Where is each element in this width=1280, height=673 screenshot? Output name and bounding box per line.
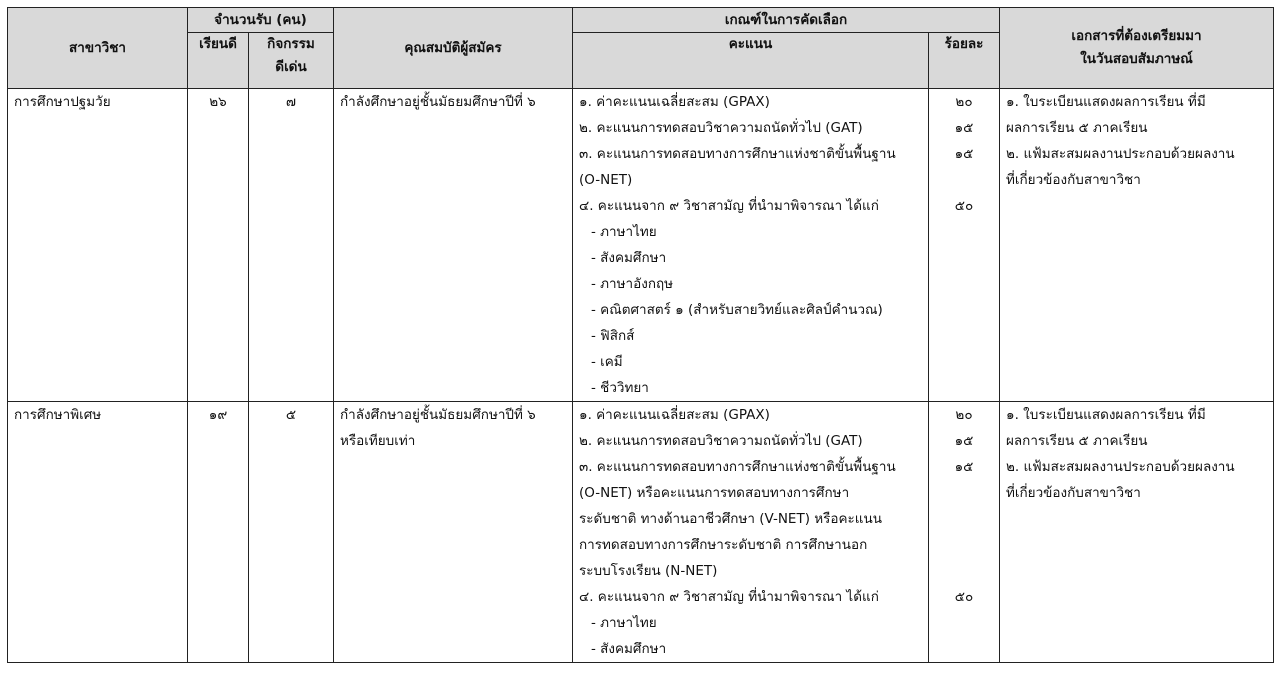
- major-name: การศึกษาพิเศษ: [14, 407, 102, 423]
- quota-good-cell: [188, 89, 249, 402]
- percent-value: [929, 297, 999, 323]
- header-major: สาขาวิชา: [8, 8, 188, 89]
- criteria-line: ๑. ค่าคะแนนเฉลี่ยสะสม (GPAX): [579, 407, 770, 423]
- document-line: ๑. ใบระเบียนแสดงผลการเรียน ที่มี: [1006, 407, 1206, 423]
- document-line: ที่เกี่ยวข้องกับสาขาวิชา: [1006, 172, 1141, 188]
- document-line: ที่เกี่ยวข้องกับสาขาวิชา: [1006, 485, 1141, 501]
- document-line: ๒. แฟ้มสะสมผลงานประกอบด้วยผลงาน: [1006, 146, 1235, 162]
- qualification-line: กำลังศึกษาอยู่ชั้นมัธยมศึกษาปีที่ ๖: [340, 94, 536, 110]
- percent-value: ๑๕: [954, 146, 974, 162]
- header-score: คะแนน: [573, 33, 929, 89]
- major-name: การศึกษาปฐมวัย: [14, 94, 111, 110]
- criteria-line: ๓. คะแนนการทดสอบทางการศึกษาแห่งชาติขั้นพื้นฐาน: [579, 459, 896, 475]
- documents-cell: [1000, 402, 1274, 663]
- criteria-line: ระบบโรงเรียน (N-NET): [579, 563, 718, 579]
- criteria-line: (O-NET) หรือคะแนนการทดสอบทางการศึกษา: [579, 485, 850, 501]
- percent-value: ๑๕: [954, 433, 974, 449]
- quota-good-value: ๑๙: [208, 407, 228, 423]
- criteria-subject: - สังคมศึกษา: [591, 250, 667, 266]
- admission-criteria-table: [7, 7, 1274, 663]
- criteria-line: การทดสอบทางการศึกษาระดับชาติ การศึกษานอก: [579, 537, 868, 553]
- document-line: ผลการเรียน ๕ ภาคเรียน: [1006, 433, 1148, 449]
- criteria-subject: - สังคมศึกษา: [591, 641, 667, 657]
- header-quota: จำนวนรับ (คน): [188, 8, 334, 33]
- criteria-subject: - คณิตศาสตร์ ๑ (สำหรับสายวิทย์และศิลป์คำนวณ): [591, 302, 883, 318]
- quota-activity-value: ๗: [285, 94, 297, 110]
- percent-value: [929, 271, 999, 297]
- header-documents-line-1: เอกสารที่ต้องเตรียมมา: [1071, 28, 1202, 44]
- qualification-line: หรือเทียบเท่า: [340, 433, 416, 449]
- criteria-line: ๑. ค่าคะแนนเฉลี่ยสะสม (GPAX): [579, 94, 770, 110]
- admission-criteria-document: [7, 7, 1273, 663]
- percent-value: [929, 610, 999, 636]
- criteria-line: ๔. คะแนนจาก ๙ วิชาสามัญ ที่นำมาพิจารณา ได้แก่: [579, 198, 879, 214]
- quota-activity-cell: [249, 402, 334, 663]
- header-documents: [1000, 8, 1274, 89]
- criteria-cell: [573, 89, 929, 402]
- table-row: [8, 89, 1274, 402]
- criteria-cell: [573, 402, 929, 663]
- document-line: ๑. ใบระเบียนแสดงผลการเรียน ที่มี: [1006, 94, 1206, 110]
- criteria-subject: - เคมี: [591, 354, 623, 370]
- criteria-subject: - ชีววิทยา: [591, 380, 649, 396]
- percent-value: [929, 219, 999, 245]
- header-criteria: เกณฑ์ในการคัดเลือก: [573, 8, 1000, 33]
- percent-value: [929, 167, 999, 193]
- percent-value: ๕๐: [954, 198, 974, 214]
- percent-cell: [929, 89, 1000, 402]
- quota-activity-cell: [249, 89, 334, 402]
- header-quota-activity-line-1: กิจกรรม: [267, 36, 315, 52]
- qualification-cell: [334, 89, 573, 402]
- percent-value: [929, 245, 999, 271]
- percent-value: [929, 480, 999, 506]
- header-quota-good: เรียนดี: [188, 33, 249, 89]
- quota-good-value: ๒๖: [209, 94, 227, 110]
- percent-value: [929, 323, 999, 349]
- header-qualification: คุณสมบัติผู้สมัคร: [334, 8, 573, 89]
- percent-value: ๕๐: [954, 589, 974, 605]
- table-body: [8, 89, 1274, 663]
- document-line: ๒. แฟ้มสะสมผลงานประกอบด้วยผลงาน: [1006, 459, 1235, 475]
- qualification-cell: [334, 402, 573, 663]
- criteria-subject: - ภาษาอังกฤษ: [591, 276, 674, 292]
- percent-value: [929, 636, 999, 662]
- percent-value: ๑๕: [954, 459, 974, 475]
- header-quota-activity: [249, 33, 334, 89]
- table-row: [8, 402, 1274, 663]
- percent-value: [929, 532, 999, 558]
- criteria-line: ระดับชาติ ทางด้านอาชีวศึกษา (V-NET) หรือคะแนน: [579, 511, 882, 527]
- major-cell: [8, 89, 188, 402]
- quota-activity-value: ๕: [285, 407, 297, 423]
- percent-value: [929, 349, 999, 375]
- criteria-line: (O-NET): [579, 172, 633, 188]
- header-quota-activity-line-2: ดีเด่น: [275, 59, 307, 75]
- percent-value: ๑๕: [954, 120, 974, 136]
- percent-value: [929, 558, 999, 584]
- percent-value: ๒๐: [955, 94, 973, 110]
- criteria-line: ๒. คะแนนการทดสอบวิชาความถนัดทั่วไป (GAT): [579, 120, 863, 136]
- criteria-subject: - ภาษาไทย: [591, 615, 657, 631]
- percent-value: [929, 506, 999, 532]
- qualification-line: กำลังศึกษาอยู่ชั้นมัธยมศึกษาปีที่ ๖: [340, 407, 536, 423]
- header-percent: ร้อยละ: [929, 33, 1000, 89]
- criteria-subject: - ฟิสิกส์: [591, 328, 635, 344]
- criteria-line: ๒. คะแนนการทดสอบวิชาความถนัดทั่วไป (GAT): [579, 433, 863, 449]
- percent-cell: [929, 402, 1000, 663]
- criteria-line: ๓. คะแนนการทดสอบทางการศึกษาแห่งชาติขั้นพื้นฐาน: [579, 146, 896, 162]
- major-cell: [8, 402, 188, 663]
- criteria-line: ๔. คะแนนจาก ๙ วิชาสามัญ ที่นำมาพิจารณา ได้แก่: [579, 589, 879, 605]
- document-line: ผลการเรียน ๕ ภาคเรียน: [1006, 120, 1148, 136]
- criteria-subject: - ภาษาไทย: [591, 224, 657, 240]
- documents-cell: [1000, 89, 1274, 402]
- percent-value: [929, 375, 999, 401]
- quota-good-cell: [188, 402, 249, 663]
- percent-value: ๒๐: [955, 407, 973, 423]
- header-documents-line-2: ในวันสอบสัมภาษณ์: [1080, 51, 1193, 67]
